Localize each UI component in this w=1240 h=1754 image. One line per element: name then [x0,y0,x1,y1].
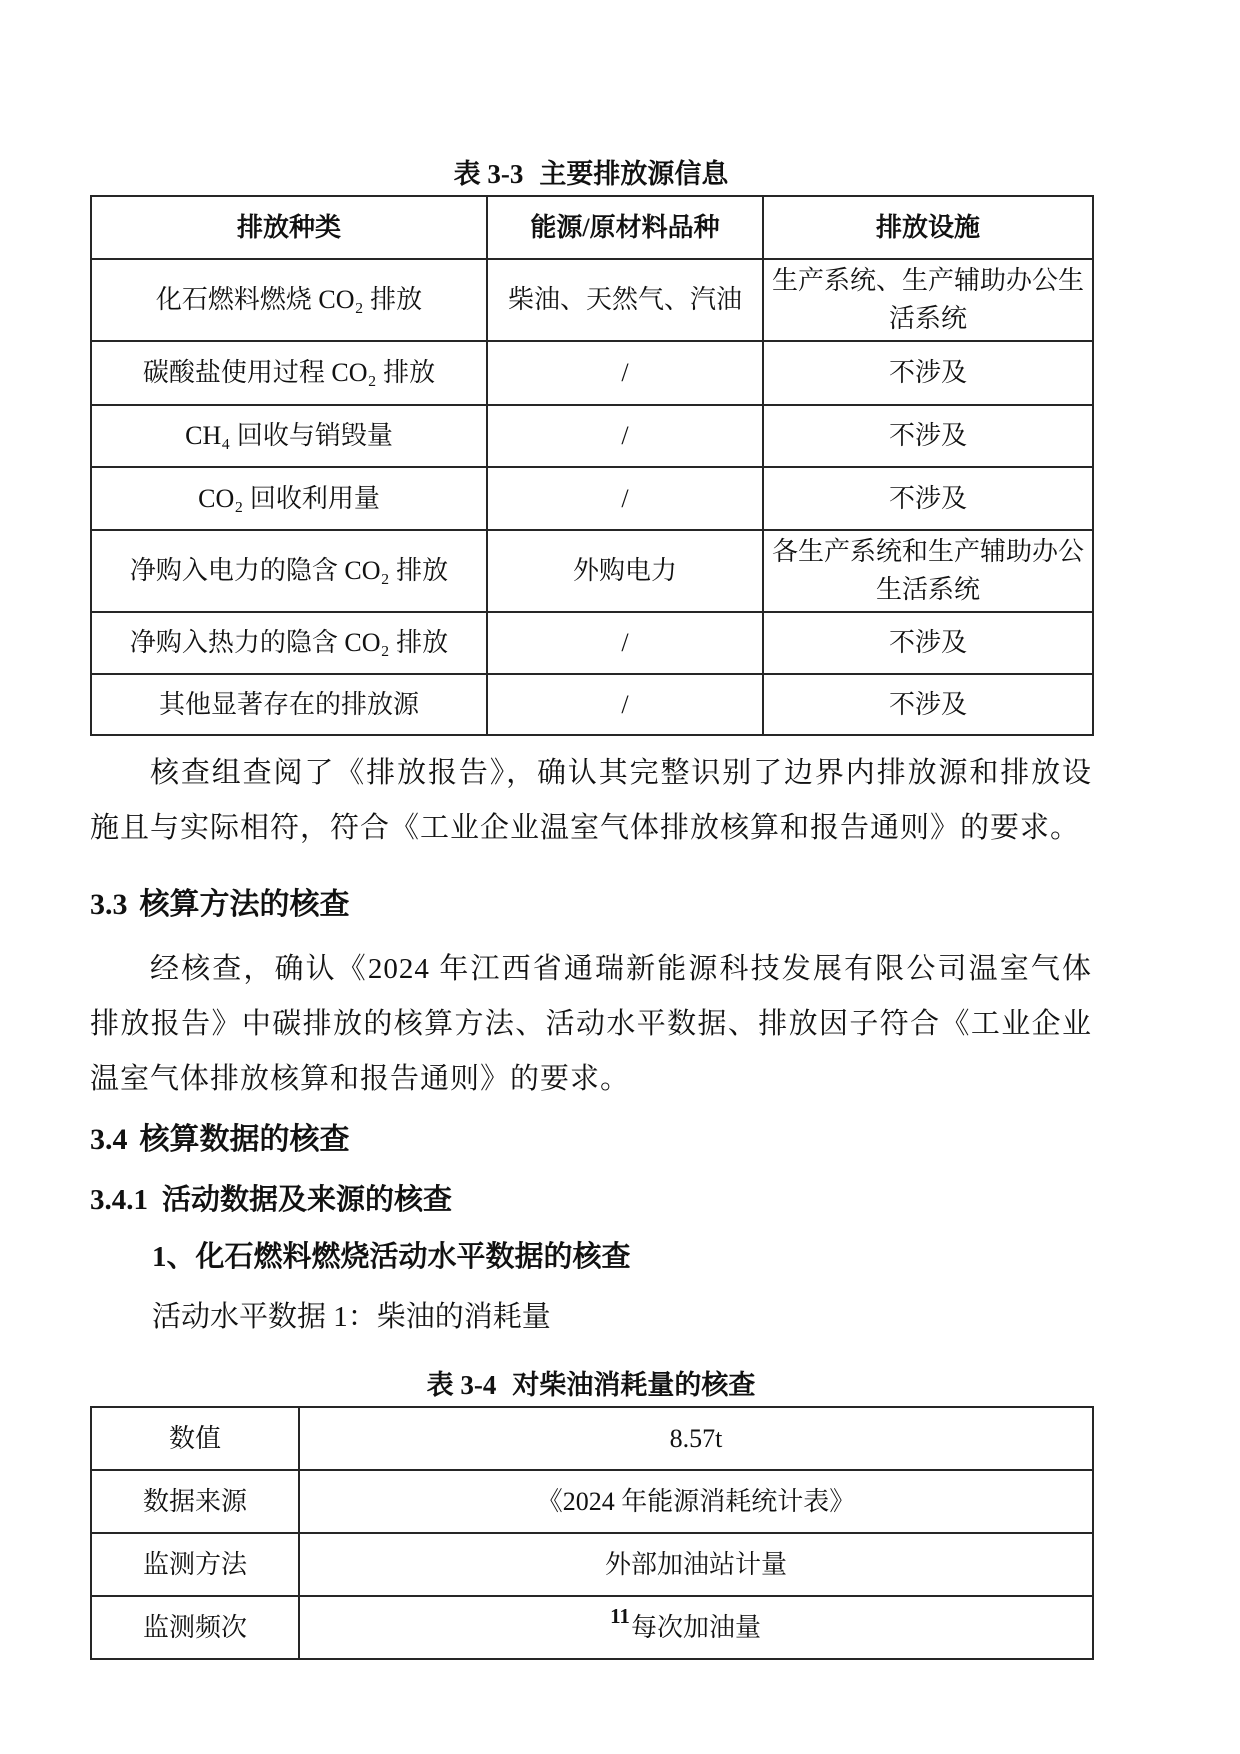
table-header-row [91,196,1093,259]
section-3-4-heading [90,1121,1092,1159]
table-cell: CO₂ 回收利用量 [91,467,487,530]
table-cell: / [487,674,763,735]
table-row [91,259,1093,341]
table-cell: 不涉及 [763,612,1093,674]
table-row [91,674,1093,735]
table-row [91,1533,1093,1596]
table-cell: / [487,405,763,467]
table-3-4-caption-text: 对柴油消耗量的核查 [512,1370,756,1400]
table-cell: 碳酸盐使用过程 CO₂ 排放 [91,341,487,405]
emission-sources-table [90,195,1094,736]
table-row [91,341,1093,405]
table-3-3-caption-text: 主要排放源信息 [539,159,729,189]
table-cell: 各生产系统和生产辅助办公生活系统 [763,530,1093,612]
cell-data-source: 《2024 年能源消耗统计表》 [299,1470,1093,1533]
header-energy-material: 能源/原材料品种 [487,196,763,259]
header-emission-type: 排放种类 [91,196,487,259]
table-row [91,405,1093,467]
paragraph-line: 排放报告》中碳排放的核算方法、活动水平数据、排放因子符合《工业企业 [90,1008,1092,1040]
table-cell: 不涉及 [763,405,1093,467]
cell-value: 8.57t [299,1407,1093,1470]
section-number: 3.4 [90,1123,128,1156]
table-cell: CH₄ 回收与销毁量 [91,405,487,467]
table-cell: / [487,467,763,530]
item-1-heading: 1、化石燃料燃烧活动水平数据的核查 [152,1241,631,1273]
table-cell: 净购入电力的隐含 CO₂ 排放 [91,530,487,612]
section-title: 核算方法的核查 [139,888,350,921]
row-label-monitoring-frequency: 监测频次 [91,1596,299,1659]
table-cell: 柴油、天然气、汽油 [487,259,763,341]
table-row [91,530,1093,612]
page-content [90,0,1092,1660]
header-emission-facility: 排放设施 [763,196,1093,259]
cell-monitoring-frequency: 每次加油量 [299,1596,1093,1659]
table-cell: 不涉及 [763,674,1093,735]
paragraph-line: 经核查，确认《2024 年江西省通瑞新能源科技发展有限公司温室气体 [150,953,1092,985]
table-cell: 化石燃料燃烧 CO₂ 排放 [91,259,487,341]
section-3-4-1-heading [90,1181,1092,1219]
table-row [91,467,1093,530]
table-cell: 其他显著存在的排放源 [91,674,487,735]
page-number: 11 [610,1604,630,1628]
paragraph-line: 核查组查阅了《排放报告》，确认其完整识别了边界内排放源和排放设 [150,757,1092,789]
activity-data-line: 活动水平数据 1：柴油的消耗量 [152,1301,551,1333]
paragraph-verification-conclusion [90,746,1092,856]
table-cell: 不涉及 [763,467,1093,530]
section-3-3-heading [90,886,1092,924]
table-cell: 外购电力 [487,530,763,612]
section-number: 3.3 [90,888,128,921]
section-number: 3.4.1 [90,1184,148,1216]
table-3-3-caption-number: 表 3-3 [453,159,524,189]
table-3-4-caption [90,1369,1092,1401]
table-cell: 生产系统、生产辅助办公生活系统 [763,259,1093,341]
table-cell: 不涉及 [763,341,1093,405]
row-label-value: 数值 [91,1407,299,1470]
table-cell: 净购入热力的隐含 CO₂ 排放 [91,612,487,674]
paragraph-line: 温室气体排放核算和报告通则》的要求。 [90,1063,631,1095]
paragraph-line: 施且与实际相符，符合《工业企业温室气体排放核算和报告通则》的要求。 [90,812,1081,844]
cell-monitoring-method: 外部加油站计量 [299,1533,1093,1596]
paragraph-method-verification [90,942,1092,1107]
row-label-monitoring-method: 监测方法 [91,1533,299,1596]
section-title: 活动数据及来源的核查 [162,1184,453,1216]
section-title: 核算数据的核查 [139,1123,350,1156]
row-label-data-source: 数据来源 [91,1470,299,1533]
table-cell: / [487,341,763,405]
table-row [91,1407,1093,1470]
table-3-3-caption [90,158,1092,190]
table-3-4-caption-number: 表 3-4 [426,1370,497,1400]
table-cell: / [487,612,763,674]
table-row [91,612,1093,674]
table-row [91,1470,1093,1533]
